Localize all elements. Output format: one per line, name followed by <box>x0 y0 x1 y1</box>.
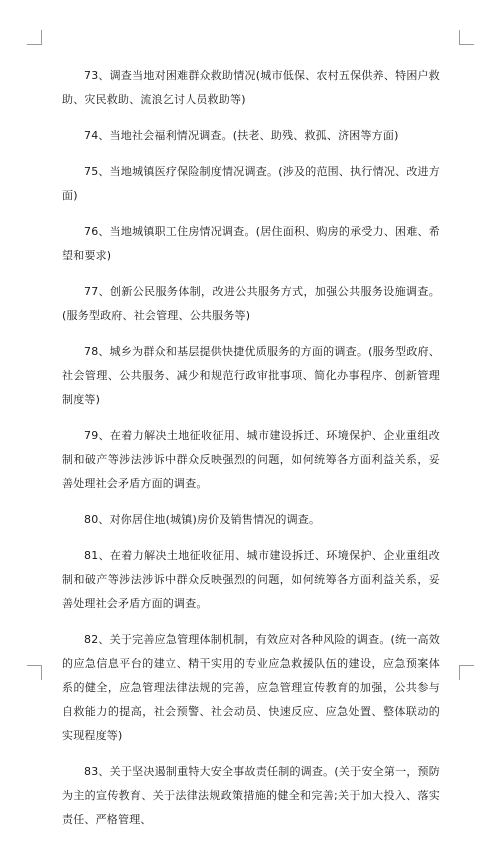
crop-mark-bottom-left <box>27 665 42 680</box>
paragraph-73: 73、调查当地对困难群众救助情况(城市低保、农村五保供养、特困户救助、灾民救助、流浪乞讨人员救助等) <box>62 69 440 106</box>
paragraph-74: 74、当地社会福利情况调查。(扶老、助残、救孤、济困等方面) <box>84 129 399 142</box>
paragraph-80: 80、对你居住地(城镇)房价及销售情况的调查。 <box>84 513 321 526</box>
crop-mark-bottom-right <box>459 665 474 680</box>
paragraph-76: 76、当地城镇职工住房情况调查。(居住面积、购房的承受力、困难、希望和要求) <box>62 225 440 262</box>
paragraph-75: 75、当地城镇医疗保险制度情况调查。(涉及的范围、执行情况、改进方面) <box>62 165 440 202</box>
paragraph-78: 78、城乡为群众和基层提供快捷优质服务的方面的调查。(服务型政府、社会管理、公共服务、减少和规范行政审批事项、简化办事程序、创新管理制度等) <box>62 345 440 406</box>
paragraph-82: 82、关于完善应急管理体制机制，有效应对各种风险的调查。(统一高效的应急信息平台的建立、精干实用的专业应急救援队伍的建设，应急预案体系的健全，应急管理法律法规的完善，应急管理宣传教育的加强，公共参与自救能力的提高，社会预警、社会动员、快速反应、应急处置、整体联动的实现程度等) <box>62 633 440 742</box>
document-body <box>62 64 440 844</box>
crop-mark-top-right <box>459 30 474 45</box>
paragraph-77: 77、创新公民服务体制，改进公共服务方式，加强公共服务设施调查。(服务型政府、社会管理、公共服务等) <box>62 285 440 322</box>
paragraph-79: 79、在着力解决土地征收征用、城市建设拆迁、环境保护、企业重组改制和破产等涉法涉诉中群众反映强烈的问题，如何统筹各方面利益关系，妥善处理社会矛盾方面的调查。 <box>62 429 440 490</box>
crop-mark-top-left <box>27 30 42 45</box>
paragraph-81: 81、在着力解决土地征收征用、城市建设拆迁、环境保护、企业重组改制和破产等涉法涉诉中群众反映强烈的问题，如何统筹各方面利益关系，妥善处理社会矛盾方面的调查。 <box>62 549 440 610</box>
paragraph-83: 83、关于坚决遏制重特大安全事故责任制的调查。(关于安全第一，预防为主的宣传教育、关于法律法规政策措施的健全和完善;关于加大投入、落实责任、严格管理、 <box>62 765 440 826</box>
